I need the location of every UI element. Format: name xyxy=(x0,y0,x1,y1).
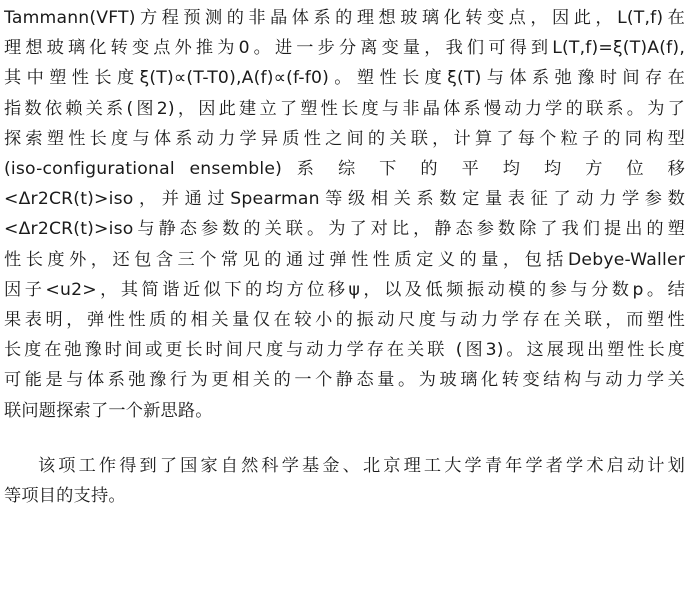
text-line: 探索塑性长度与体系动力学异质性之间的关联，计算了每个粒子的同构型 xyxy=(4,128,685,149)
text-line: 长度在弛豫时间或更长时间尺度与动力学存在关联 (图3)。这展现出塑性长度 xyxy=(4,340,685,361)
text-line: 果表明，弹性性质的相关量仅在较小的振动尺度与动力学存在关联，而塑性 xyxy=(4,310,685,331)
text-line: (iso-configurational ensemble) 系 综 下 的 平 均 均 方 位 移 xyxy=(4,159,685,180)
text-line: 指数依赖关系(图2)，因此建立了塑性长度与非晶体系慢动力学的联系。为了 xyxy=(4,98,685,119)
text-line-last: 联问题探索了一个新思路。 xyxy=(4,400,213,421)
text-line: 理想玻璃化转变点外推为0。进一步分离变量，我们可得到L(T,f)=ξ(T)A(f), xyxy=(4,38,685,59)
paragraph-acknowledgement xyxy=(4,451,685,511)
paragraph-main xyxy=(4,0,685,426)
article-body xyxy=(4,0,685,511)
text-line: 因子<u2>，其简谐近似下的均方位移ψ，以及低频振动模的参与分数p。结 xyxy=(4,279,685,300)
text-line: 其中塑性长度ξ(T)∝(T-T0),A(f)∝(f-f0)。塑性长度ξ(T)与体系弛豫时间存在 xyxy=(4,68,685,89)
text-line-last: 等项目的支持。 xyxy=(4,486,126,507)
text-line: 性长度外，还包含三个常见的通过弹性性质定义的量，包括Debye-Waller xyxy=(4,249,685,270)
text-line: Tammann(VFT)方程预测的非晶体系的理想玻璃化转变点，因此，L(T,f)在 xyxy=(4,8,685,28)
text-line: 该项工作得到了国家自然科学基金、北京理工大学青年学者学术启动计划 xyxy=(38,455,685,476)
text-line: <Δr2CR(t)>iso，并通过Spearman等级相关系数定量表征了动力学参数 xyxy=(4,189,685,210)
text-line: <Δr2CR(t)>iso与静态参数的关联。为了对比，静态参数除了我们提出的塑 xyxy=(4,219,685,240)
text-line: 可能是与体系弛豫行为更相关的一个静态量。为玻璃化转变结构与动力学关 xyxy=(4,370,685,391)
